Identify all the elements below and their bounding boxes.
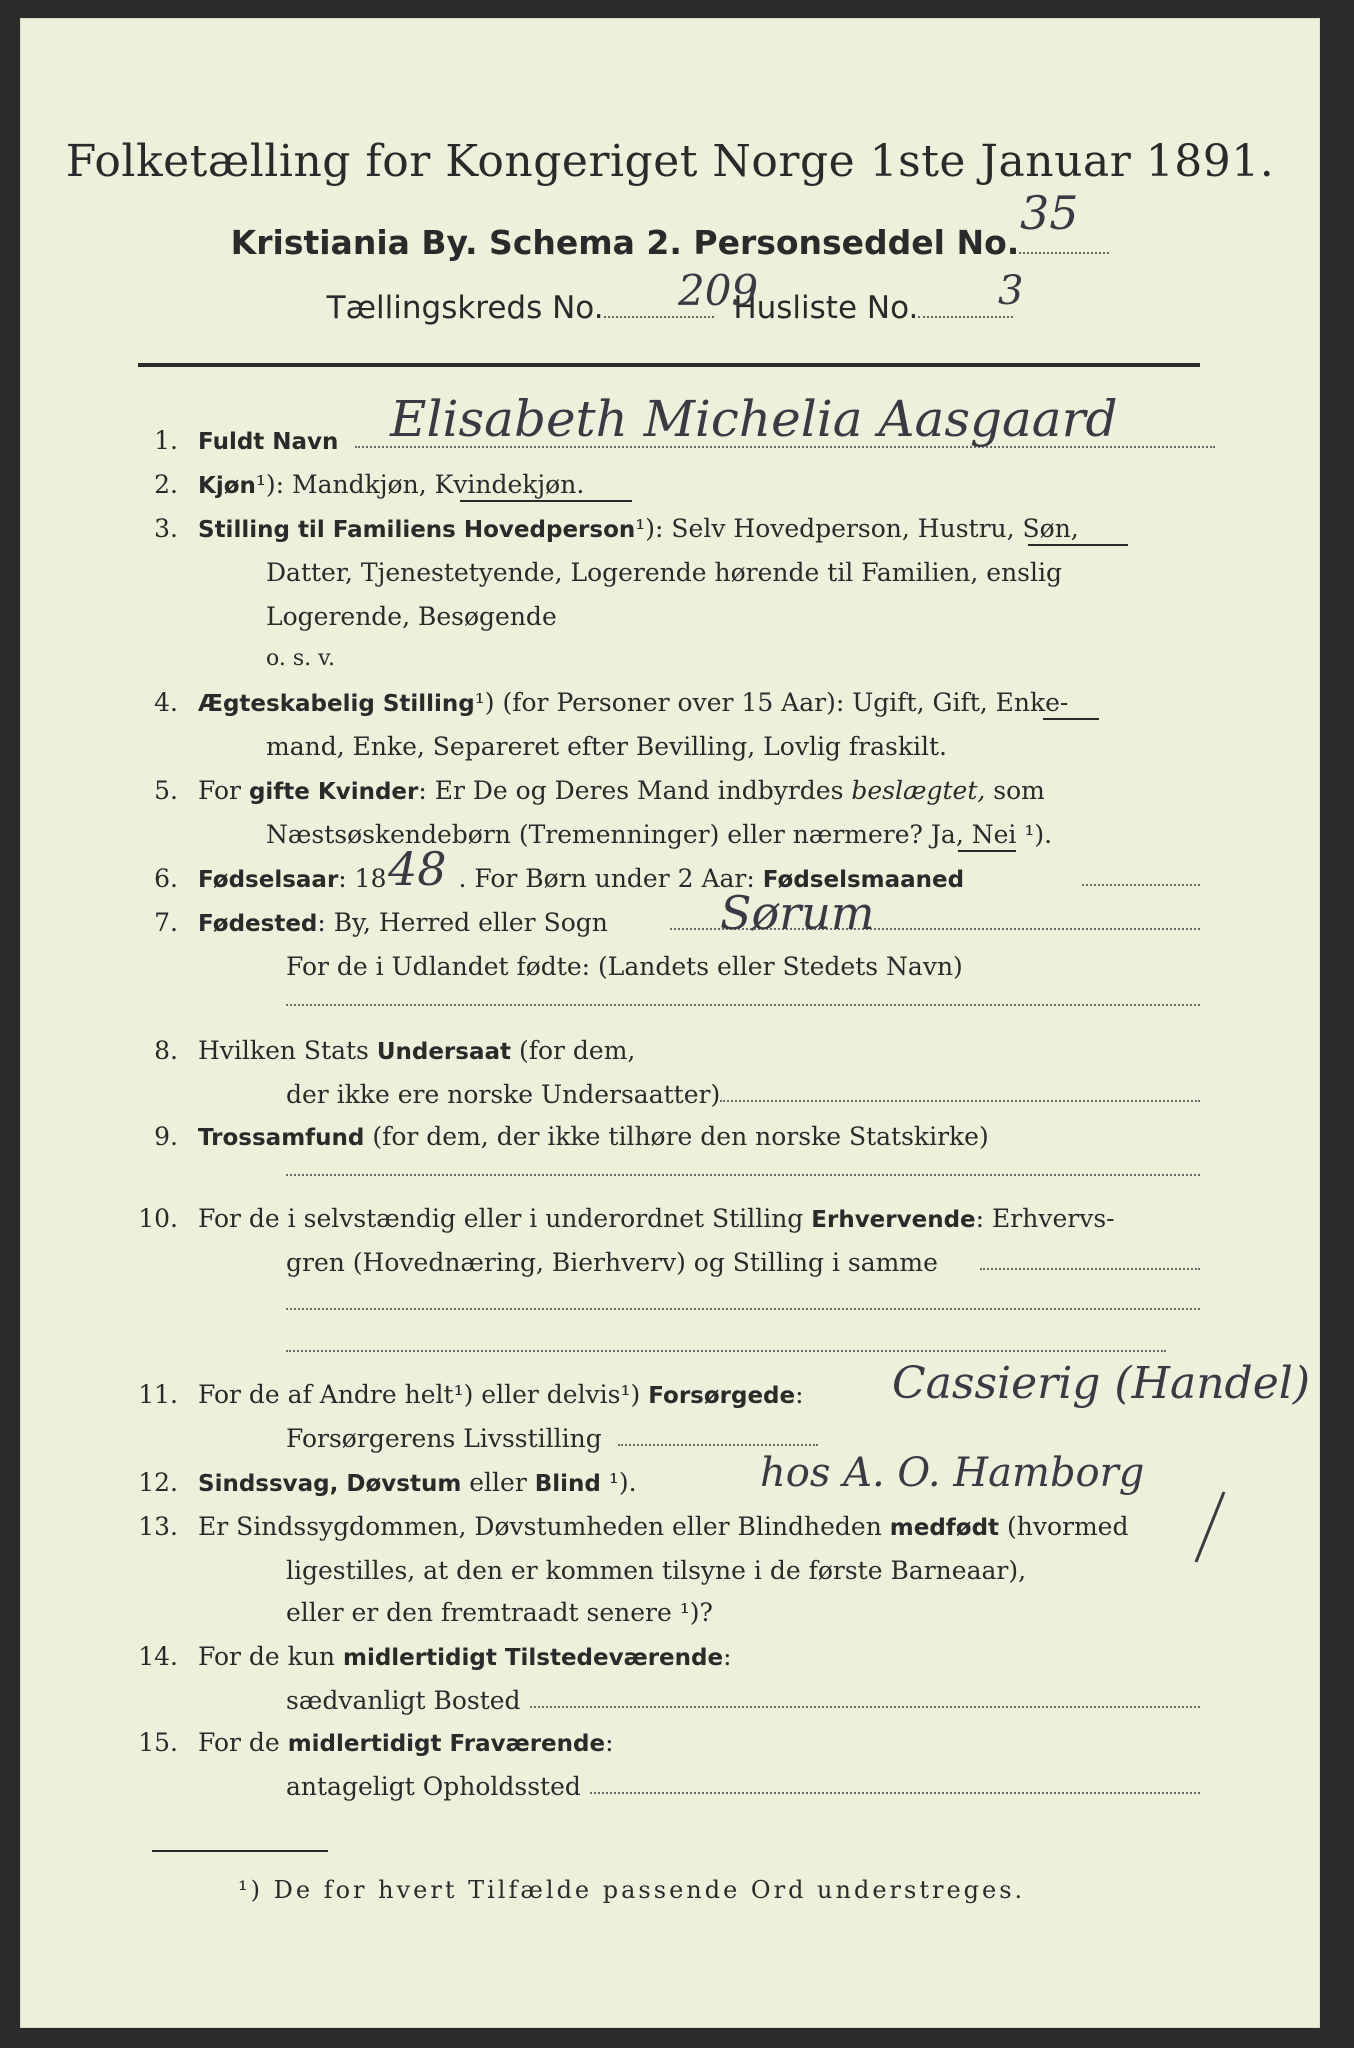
item-bold-text: Fødested [198, 911, 318, 937]
handwritten-dash-stroke [1190, 1488, 1230, 1568]
item-label [198, 1204, 1115, 1233]
item-text: : [723, 1642, 732, 1671]
schema-line-prefix: Kristiania By. Schema 2. Personseddel No. [230, 223, 1020, 262]
item-text: For de af Andre helt¹) eller delvis¹) [198, 1380, 649, 1409]
item-number: 12. [138, 1468, 178, 1497]
item-bold-text: gifte Kvinder [248, 779, 419, 805]
item-bold-text: Fødselsmaaned [762, 867, 965, 893]
item-continuation: mand, Enke, Separeret efter Bevilling, Lovlig fraskilt. [266, 732, 947, 761]
item-number: 5. [154, 776, 178, 805]
footnote-rule [152, 1850, 328, 1852]
dotted-fill-line [1082, 884, 1200, 886]
item-label [198, 1036, 635, 1065]
item-text: Er Sindssygdommen, Døvstumheden eller Blindheden [198, 1512, 890, 1541]
form-title: Folketælling for Kongeriget Norge 1ste Januar 1891. [65, 136, 1275, 187]
item-label [198, 1728, 614, 1757]
item-number: 11. [138, 1380, 178, 1409]
item-label [198, 1512, 1128, 1541]
dotted-fill-line [530, 1706, 1200, 1708]
item-bold-text: Stilling til Familiens Hovedperson [198, 517, 636, 543]
header-rule [138, 363, 1200, 367]
item-text: som [985, 776, 1045, 805]
kreds-line [20, 290, 1320, 326]
item-text: ¹): Mandkjøn, Kvindekjøn. [255, 470, 585, 499]
item-text: For [198, 776, 249, 805]
dotted-fill-line [590, 1792, 1200, 1794]
item-continuation: eller er den fremtraadt senere ¹)? [286, 1598, 713, 1627]
dotted-fill-line [720, 1100, 1200, 1102]
husliste-label: Husliste No. [733, 290, 919, 326]
item-number: 8. [154, 1036, 178, 1065]
item-label [198, 426, 338, 455]
item-label [198, 1642, 732, 1671]
underline-mark [958, 850, 1016, 852]
item-continuation: For de i Udlandet fødte: (Landets eller Stedets Navn) [286, 952, 963, 981]
item-bold-text: Ægteskabelig Stilling [198, 691, 475, 717]
underline-mark [460, 500, 632, 502]
footnote: ¹) De for hvert Tilfælde passende Ord understreges. [238, 1876, 1026, 1904]
item-bold-text: midlertidigt Tilstedeværende [342, 1645, 724, 1671]
item-continuation: antageligt Opholdssted [286, 1772, 581, 1801]
kreds-number: 209 [678, 266, 759, 315]
item-text: eller [461, 1468, 535, 1497]
item-text: : Erhvervs- [975, 1204, 1115, 1233]
item-bold-text: Kjøn [198, 473, 256, 499]
husliste-number: 3 [998, 268, 1024, 314]
item-bold-text: midlertidigt Fraværende [287, 1731, 606, 1757]
item-bold-text: Erhvervende [811, 1207, 976, 1233]
item-label [198, 1380, 804, 1409]
item-continuation: ligestilles, at den er kommen tilsyne i de første Barneaar), [286, 1556, 1027, 1585]
item-label [198, 470, 584, 499]
dotted-fill-line [286, 1004, 1200, 1006]
item-bold-text: Fuldt Navn [198, 429, 339, 455]
item-bold-text: medfødt [889, 1515, 1000, 1541]
item-text: (hvormed [999, 1512, 1129, 1541]
item-text: For de kun [198, 1642, 343, 1671]
dotted-fill-line [286, 1308, 1200, 1310]
item-text: (for dem, der ikke tilhøre den norske Statskirke) [364, 1122, 989, 1151]
handwritten-provider-address: hos A. O. Hamborg [760, 1450, 1145, 1496]
handwritten-birthplace: Sørum [720, 886, 875, 940]
item-continuation: o. s. v. [266, 646, 335, 671]
item-label [198, 1468, 637, 1497]
item-number: 9. [154, 1122, 178, 1151]
item-number: 13. [138, 1512, 178, 1541]
item-continuation: der ikke ere norske Undersaatter) [286, 1080, 721, 1109]
item-label [198, 514, 1079, 543]
item-text: : [605, 1728, 614, 1757]
item-bold-text: Fødselsaar [198, 867, 339, 893]
item-number: 7. [154, 908, 178, 937]
item-number: 1. [154, 426, 178, 455]
dotted-fill-line [980, 1268, 1200, 1270]
item-bold-text: Trossamfund [198, 1125, 365, 1151]
item-italic-text: beslægtet, [851, 776, 986, 805]
item-number: 14. [138, 1642, 178, 1671]
kreds-label: Tællingskreds No. [326, 290, 604, 326]
handwritten-birth-year: 48 [388, 842, 447, 896]
item-continuation: Datter, Tjenestetyende, Logerende hørende til Familien, enslig [266, 558, 1063, 587]
item-label [198, 688, 1068, 717]
schema-line [20, 223, 1320, 262]
item-text: ¹): Selv Hovedperson, Hustru, Søn, [635, 514, 1079, 543]
item-text: : By, Herred eller Sogn [317, 908, 608, 937]
item-number: 10. [138, 1204, 178, 1233]
item-label [198, 1122, 989, 1151]
item-continuation: Næstsøskendebørn (Tremenninger) eller nærmere? Ja, Nei ¹). [266, 820, 1053, 849]
dotted-fill-line [618, 1444, 818, 1446]
item-continuation: Forsørgerens Livsstilling [286, 1424, 602, 1453]
item-text: ¹). [600, 1468, 637, 1497]
item-text: : Er De og Deres Mand indbyrdes [418, 776, 852, 805]
item-number: 15. [138, 1728, 178, 1757]
item-bold-text: Undersaat [376, 1039, 511, 1065]
item-text: Hvilken Stats [198, 1036, 377, 1065]
item-number: 4. [154, 688, 178, 717]
dotted-fill-line [286, 1350, 1166, 1352]
underline-mark [1043, 718, 1099, 720]
dotted-fill-line [286, 1174, 1200, 1176]
item-text: (for dem, [511, 1036, 636, 1065]
item-number: 3. [154, 514, 178, 543]
underline-mark [1028, 544, 1128, 546]
item-text: For de [198, 1728, 288, 1757]
item-text: : 18 [338, 864, 387, 893]
item-text: : [795, 1380, 804, 1409]
item-text: . For Børn under 2 Aar: [458, 864, 763, 893]
personseddel-number: 35 [1020, 186, 1079, 240]
item-continuation: Logerende, Besøgende [266, 602, 557, 631]
item-bold-text: Sindssvag, Døvstum [198, 1471, 462, 1497]
item-continuation: gren (Hovednæring, Bierhverv) og Stilling i samme [286, 1248, 938, 1277]
item-number: 6. [154, 864, 178, 893]
handwritten-provider: Cassierig (Handel) [892, 1358, 1310, 1409]
item-continuation: sædvanligt Bosted [286, 1686, 521, 1715]
item-number: 2. [154, 470, 178, 499]
item-text: For de i selvstændig eller i underordnet Stilling [198, 1204, 812, 1233]
handwritten-name: Elisabeth Michelia Aasgaard [390, 390, 1118, 448]
item-label [198, 908, 608, 937]
item-text: ¹) (for Personer over 15 Aar): Ugift, Gift, Enke- [474, 688, 1069, 717]
item-label [198, 776, 1045, 805]
item-bold-text: Forsørgede [648, 1383, 796, 1409]
census-form-sheet [20, 18, 1320, 2028]
item-bold-text: Blind [534, 1471, 601, 1497]
